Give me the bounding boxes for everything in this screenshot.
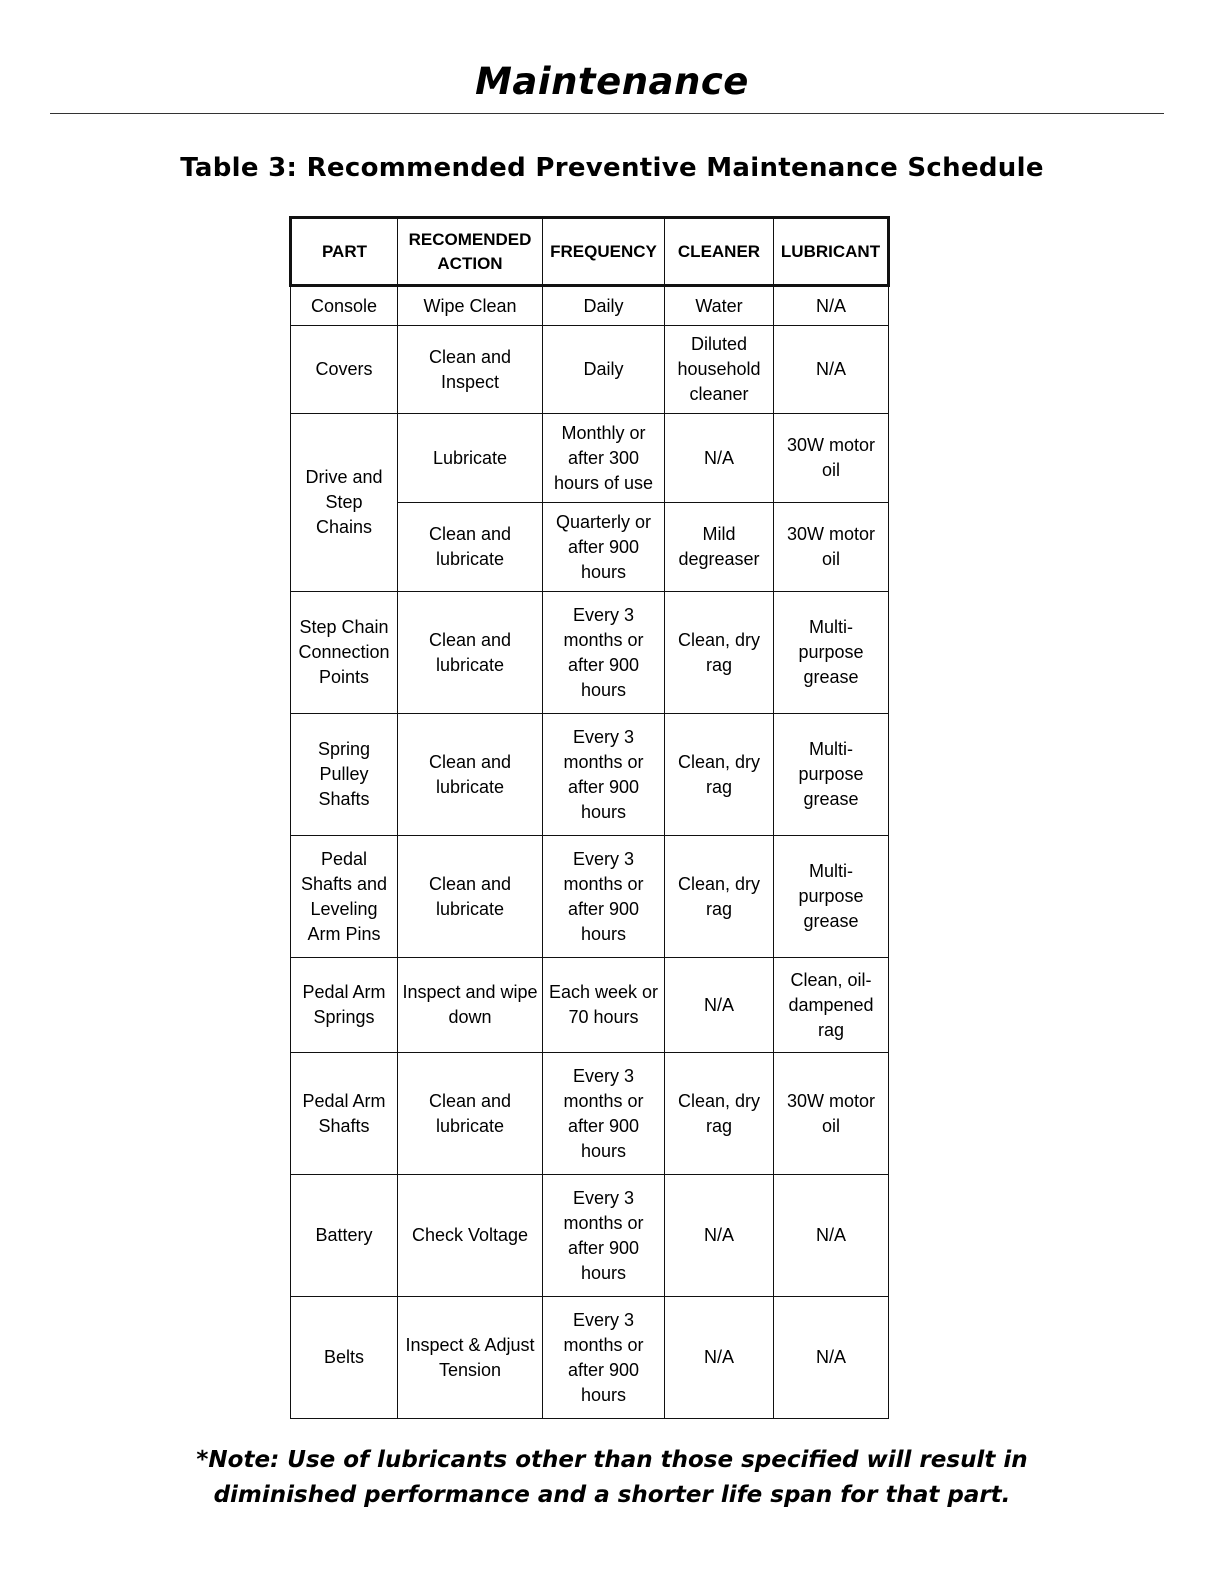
cell-frequency: Every 3 months or after 900 hours <box>543 836 665 958</box>
column-header-lubricant: LUBRICANT <box>774 218 889 286</box>
note-line-2: diminished performance and a shorter life span for that part. <box>213 1482 1011 1508</box>
cell-frequency: Daily <box>543 286 665 326</box>
column-header-cleaner: CLEANER <box>665 218 774 286</box>
cell-cleaner: N/A <box>665 1175 774 1297</box>
table-row <box>291 1053 889 1175</box>
cell-cleaner: N/A <box>665 414 774 503</box>
cell-frequency: Every 3 months or after 900 hours <box>543 1053 665 1175</box>
cell-frequency: Quarterly or after 900 hours <box>543 503 665 592</box>
cell-cleaner: Clean, dry rag <box>665 1053 774 1175</box>
cell-cleaner: Clean, dry rag <box>665 836 774 958</box>
cell-lubricant: N/A <box>774 1175 889 1297</box>
lubricant-note <box>0 1443 1224 1513</box>
table-row <box>291 1297 889 1419</box>
cell-cleaner: N/A <box>665 1297 774 1419</box>
table-row <box>291 1175 889 1297</box>
cell-cleaner: Clean, dry rag <box>665 714 774 836</box>
cell-action: Inspect and wipe down <box>398 958 543 1053</box>
cell-part: Step Chain Connection Points <box>291 592 398 714</box>
column-header-action: RECOMENDED ACTION <box>398 218 543 286</box>
cell-part: Console <box>291 286 398 326</box>
cell-action: Check Voltage <box>398 1175 543 1297</box>
cell-part: Covers <box>291 326 398 414</box>
table-row <box>291 286 889 326</box>
cell-lubricant: N/A <box>774 1297 889 1419</box>
cell-lubricant: N/A <box>774 286 889 326</box>
cell-lubricant: Multi-purpose grease <box>774 714 889 836</box>
table-row <box>291 414 889 503</box>
cell-frequency: Every 3 months or after 900 hours <box>543 592 665 714</box>
cell-action: Clean and lubricate <box>398 592 543 714</box>
cell-part: Spring Pulley Shafts <box>291 714 398 836</box>
cell-lubricant: 30W motor oil <box>774 503 889 592</box>
cell-action: Lubricate <box>398 414 543 503</box>
table-row <box>291 958 889 1053</box>
table-row <box>291 592 889 714</box>
table-row <box>291 836 889 958</box>
cell-part: Pedal Shafts and Leveling Arm Pins <box>291 836 398 958</box>
table-title: Table 3: Recommended Preventive Maintenance Schedule <box>180 153 1044 183</box>
table-row <box>291 326 889 414</box>
cell-part: Battery <box>291 1175 398 1297</box>
header-divider <box>50 113 1164 114</box>
cell-action: Clean and lubricate <box>398 836 543 958</box>
cell-lubricant: 30W motor oil <box>774 1053 889 1175</box>
cell-frequency: Monthly or after 300 hours of use <box>543 414 665 503</box>
column-header-frequency: FREQUENCY <box>543 218 665 286</box>
page-title: Maintenance <box>475 60 749 103</box>
cell-lubricant: Multi-purpose grease <box>774 592 889 714</box>
cell-cleaner: Clean, dry rag <box>665 592 774 714</box>
cell-part: Pedal Arm Springs <box>291 958 398 1053</box>
cell-frequency: Every 3 months or after 900 hours <box>543 1297 665 1419</box>
cell-part: Drive and Step Chains <box>291 414 398 592</box>
cell-frequency: Daily <box>543 326 665 414</box>
cell-frequency: Each week or 70 hours <box>543 958 665 1053</box>
cell-action: Clean and lubricate <box>398 503 543 592</box>
cell-part: Belts <box>291 1297 398 1419</box>
cell-frequency: Every 3 months or after 900 hours <box>543 714 665 836</box>
cell-lubricant: N/A <box>774 326 889 414</box>
cell-cleaner: Diluted household cleaner <box>665 326 774 414</box>
cell-action: Inspect & Adjust Tension <box>398 1297 543 1419</box>
note-line-1: *Note: Use of lubricants other than those specified will result in <box>196 1447 1028 1473</box>
table-header-row <box>291 218 889 286</box>
cell-action: Clean and lubricate <box>398 714 543 836</box>
cell-action: Clean and Inspect <box>398 326 543 414</box>
cell-action: Clean and lubricate <box>398 1053 543 1175</box>
cell-cleaner: Water <box>665 286 774 326</box>
cell-lubricant: Multi-purpose grease <box>774 836 889 958</box>
table-row <box>291 714 889 836</box>
cell-action: Wipe Clean <box>398 286 543 326</box>
column-header-part: PART <box>291 218 398 286</box>
cell-frequency: Every 3 months or after 900 hours <box>543 1175 665 1297</box>
cell-cleaner: Mild degreaser <box>665 503 774 592</box>
cell-part: Pedal Arm Shafts <box>291 1053 398 1175</box>
cell-lubricant: Clean, oil-dampened rag <box>774 958 889 1053</box>
maintenance-schedule-table <box>289 216 890 1419</box>
cell-cleaner: N/A <box>665 958 774 1053</box>
cell-lubricant: 30W motor oil <box>774 414 889 503</box>
